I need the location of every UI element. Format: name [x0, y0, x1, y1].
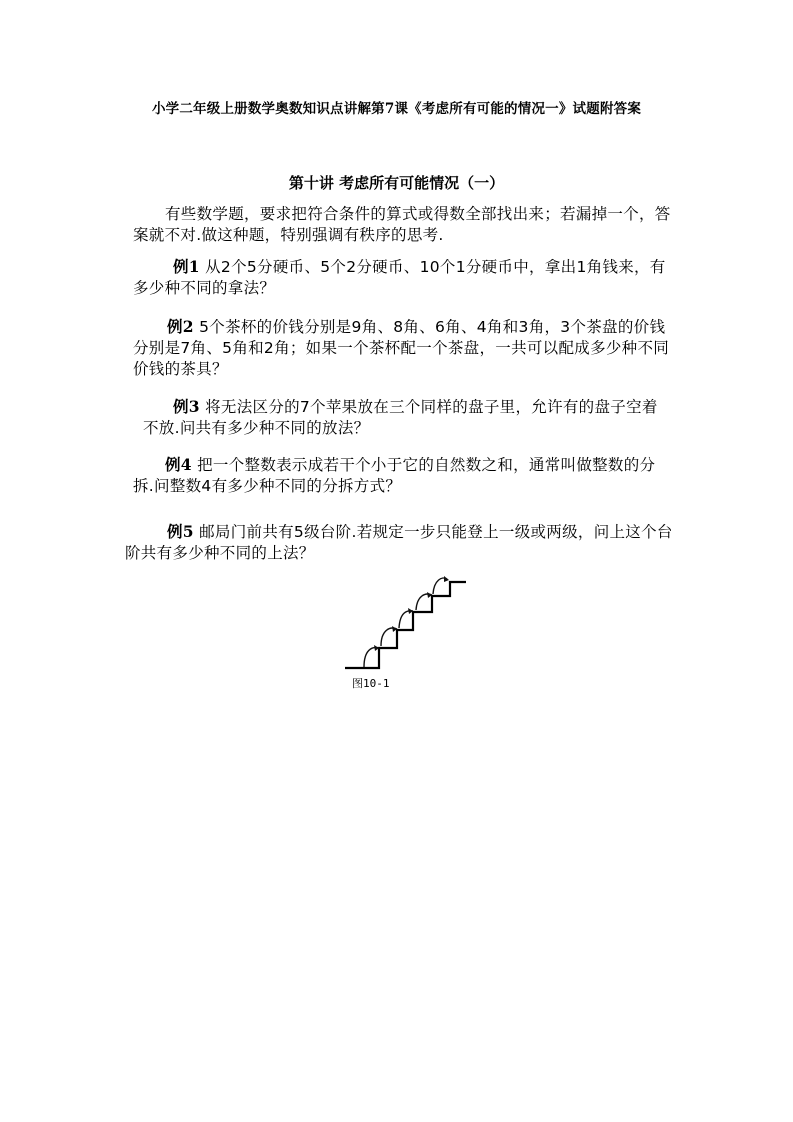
example-5: [125, 521, 675, 564]
figure-caption: 图10-1: [352, 677, 390, 690]
example-label: 例1: [173, 257, 200, 276]
example-label: 例4: [165, 455, 192, 474]
example-label: 例2: [167, 317, 194, 336]
example-text: 将无法区分的7个苹果放在三个同样的盘子里，允许有的盘子空着不放.问共有多少种不同的放法？: [143, 398, 658, 437]
example-label: 例5: [167, 522, 194, 541]
staircase-outline: [345, 582, 466, 668]
example-3: [143, 396, 673, 439]
lecture-title: 第十讲 考虑所有可能情况（一）: [288, 174, 505, 192]
intro-paragraph: 有些数学题，要求把符合条件的算式或得数全部找出来；若漏掉一个，答案就不对.做这种题，特别强调有秩序的思考.: [133, 205, 671, 244]
example-text: 5个茶杯的价钱分别是9角、8角、6角、4角和3角，3个茶盘的价钱分别是7角、5角和2角；如果一个茶杯配一个茶盘，一共可以配成多少种不同价钱的茶具？: [133, 318, 670, 378]
example-1: [133, 256, 673, 299]
example-text: 邮局门前共有5级台阶.若规定一步只能登上一级或两级，问上这个台阶共有多少种不同的上法？: [125, 523, 673, 562]
example-text: 从2个5分硬币、5个2分硬币、10个1分硬币中，拿出1角钱来，有多少种不同的拿法？: [133, 258, 666, 297]
example-label: 例3: [173, 397, 200, 416]
example-text: 把一个整数表示成若干个小于它的自然数之和，通常叫做整数的分拆.问整数4有多少种不同的分拆方式？: [133, 456, 656, 495]
arrowheads: [374, 576, 449, 651]
example-4: [133, 454, 673, 497]
document-title: 小学二年级上册数学奥数知识点讲解第7课《考虑所有可能的情况一》试题附答案: [151, 101, 642, 117]
step-arrows: [364, 578, 447, 667]
example-2: [133, 316, 673, 380]
